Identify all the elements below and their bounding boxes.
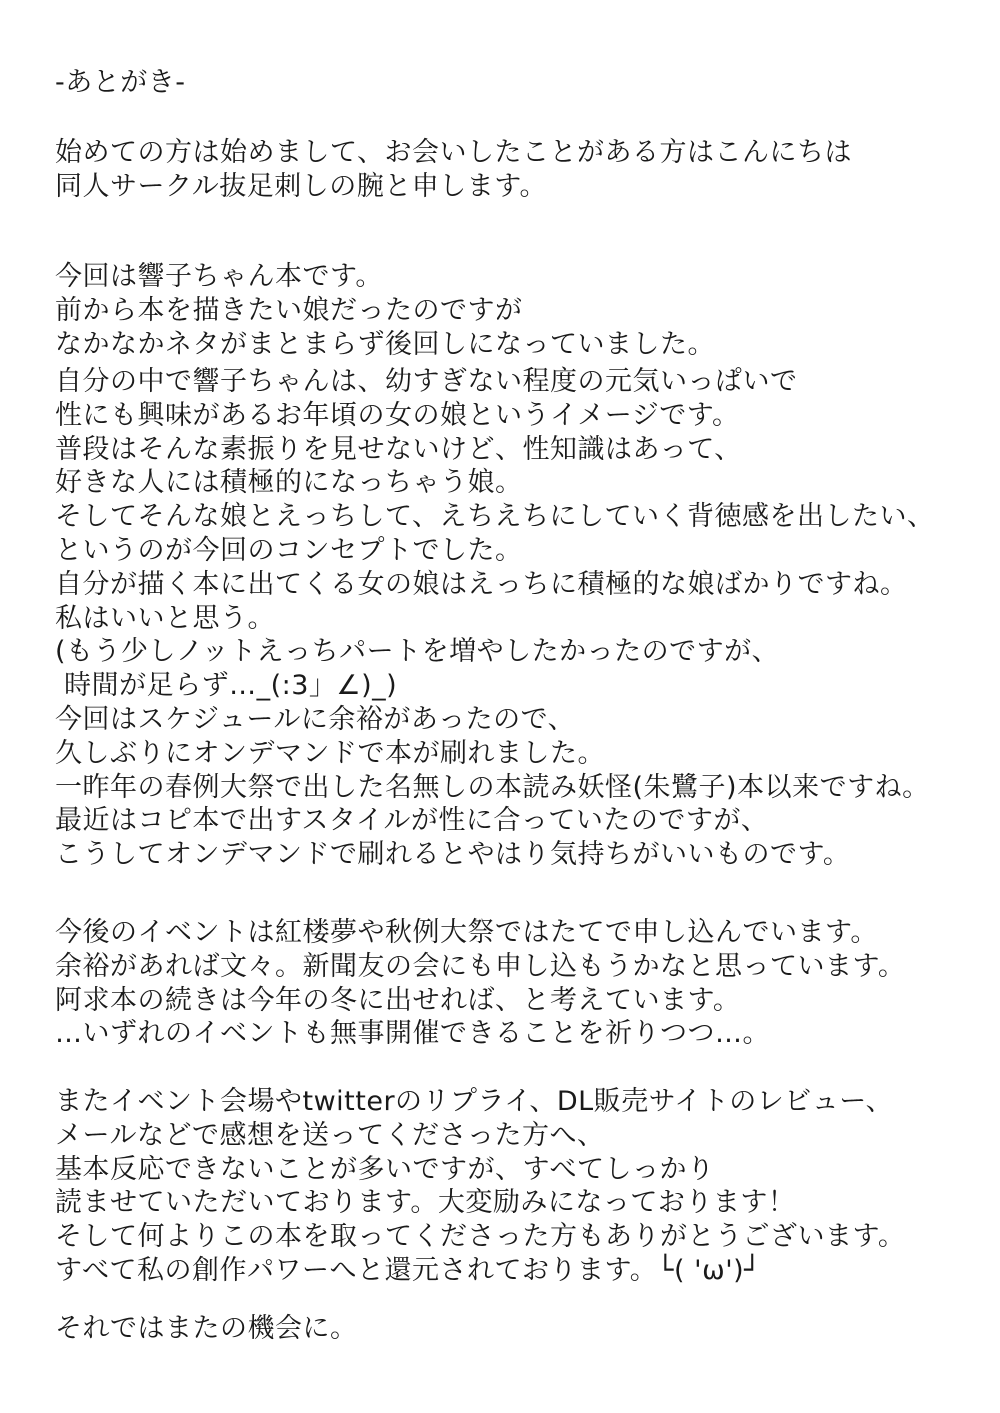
text-line: 始めての方は始めまして、お会いしたことがある方はこんにちは	[55, 137, 852, 168]
text-line: 同人サークル抜足刺しの腕と申します。	[55, 170, 548, 202]
text-line: 自分の中で響子ちゃんは、幼すぎない程度の元気いっぱいで	[55, 366, 798, 397]
text-line: 時間が足らず…_(:3」∠)_)	[55, 670, 398, 702]
text-line: 余裕があれば文々。新聞友の会にも申し込もうかなと思っています。	[55, 950, 906, 982]
text-line: 好きな人には積極的になっちゃう娘。	[55, 467, 523, 499]
text-line: こうしてオンデマンドで刷れるとやはり気持ちがいいものです。	[55, 839, 851, 871]
text-line: 阿求本の続きは今年の冬に出せれば、と考えています。	[55, 984, 741, 1016]
text-line: 読ませていただいております。大変励みになっております！	[55, 1187, 796, 1219]
text-line: 今回は響子ちゃん本です。	[55, 261, 383, 292]
text-line: 前から本を描きたい娘だったのですが	[55, 294, 523, 326]
text-line: 一昨年の春例大祭で出した名無しの本読み妖怪(朱鷺子)本以来ですね。	[55, 771, 930, 803]
text-line: そしてそんな娘とえっちして、えちえちにしていく背徳感を出したい、	[55, 501, 935, 533]
text-line: 私はいいと思う。	[55, 602, 275, 634]
text-line: メールなどで感想を送ってくださった方へ、	[55, 1119, 605, 1151]
text-line: 普段はそんな素振りを見せないけど、性知識はあって、	[55, 433, 742, 465]
text-line: 基本反応できないことが多いですが、すべてしっかり	[55, 1153, 715, 1185]
text-line: というのが今回のコンセプトでした。	[55, 535, 523, 566]
text-line: すべて私の創作パワーへと還元されております。└( 'ω')┘	[55, 1255, 761, 1286]
text-line: 久しぶりにオンデマンドで本が刷れました。	[55, 737, 605, 769]
text-line: そして何よりこの本を取ってくださった方もありがとうございます。	[55, 1221, 906, 1253]
text-line: それではまたの機会に。	[55, 1313, 358, 1344]
page-title: -あとがき-	[55, 67, 186, 98]
text-line: なかなかネタがまとまらず後回しになっていました。	[55, 328, 715, 360]
text-line: …いずれのイベントも無事開催できることを祈りつつ…。	[55, 1018, 770, 1050]
text-line: 最近はコピ本で出すスタイルが性に合っていたのですが、	[55, 805, 769, 837]
text-line: 自分が描く本に出てくる女の娘はえっちに積極的な娘ばかりですね。	[55, 568, 908, 600]
text-line: 性にも興味があるお年頃の女の娘というイメージです。	[55, 399, 740, 431]
text-line: 今回はスケジュールに余裕があったので、	[55, 704, 576, 735]
text-line: (もう少しノットえっちパートを増やしたかったのですが、	[55, 636, 780, 668]
text-line: またイベント会場やtwitterのリプライ、DL販売サイトのレビュー、	[55, 1086, 894, 1117]
text-line: 今後のイベントは紅楼夢や秋例大祭ではたてで申し込んでいます。	[55, 917, 878, 948]
